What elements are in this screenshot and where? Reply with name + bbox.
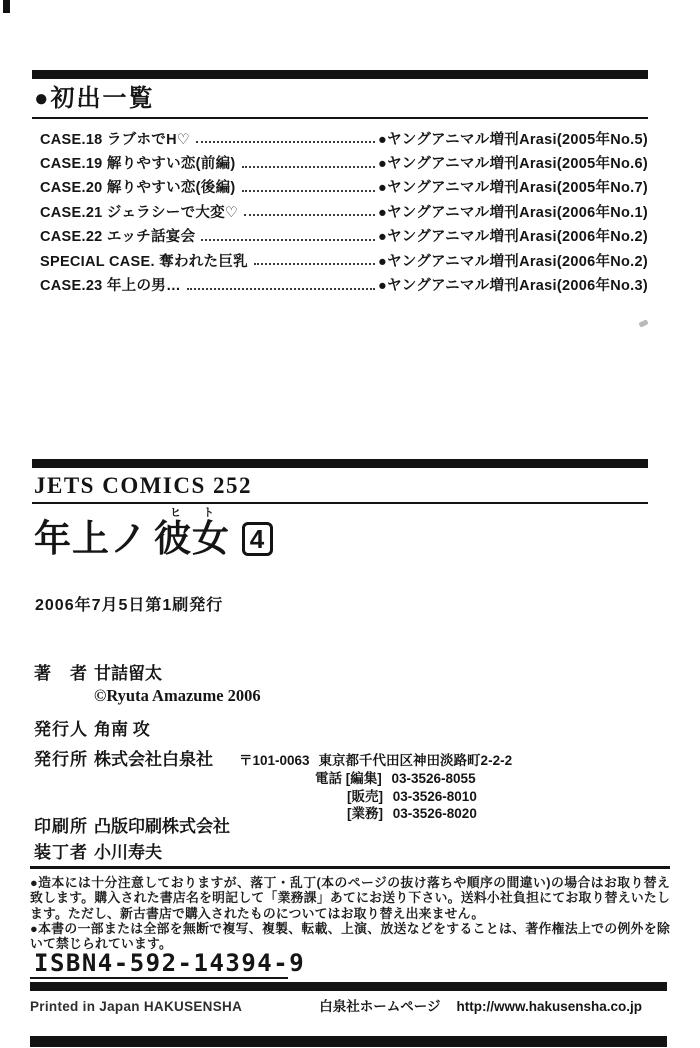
- colophon-section: [32, 459, 648, 615]
- printer-row: [34, 812, 230, 837]
- publisher-label: 発行人: [34, 720, 88, 739]
- dot-leader: [244, 206, 375, 216]
- tel-sales-label: [販売]: [347, 789, 387, 804]
- tel-editorial-label: 電話 [編集]: [315, 771, 386, 786]
- author-row: [34, 659, 162, 684]
- page-bottom-bar: [30, 1036, 667, 1047]
- isbn-number: ISBN4-592-14394-9: [34, 949, 306, 977]
- case-source: ●ヤングアニマル増刊Arasi(2005年No.6): [377, 156, 648, 173]
- postal-code: 〒101-0063: [239, 753, 310, 768]
- publisher-name: 角南 攻: [94, 720, 150, 739]
- series-label: JETS COMICS 252: [34, 473, 253, 498]
- case-title: CASE.21 ジェラシーで大変♡: [40, 204, 239, 221]
- dot-leader: [242, 158, 375, 168]
- tel-editorial-number: 03-3526-8055: [391, 771, 476, 786]
- case-row: [40, 272, 648, 296]
- designer-label: 装丁者: [34, 843, 88, 862]
- case-row: [40, 126, 648, 150]
- case-source: ●ヤングアニマル増刊Arasi(2005年No.5): [377, 131, 648, 148]
- printer-label: 印刷所: [34, 817, 88, 836]
- title-ruby-base: 彼女: [154, 518, 230, 559]
- legal-section: [30, 866, 670, 951]
- copyright-line: ©Ryuta Amazume 2006: [94, 686, 261, 705]
- dot-leader: [242, 182, 375, 192]
- author-label: 著 者: [34, 664, 88, 683]
- heading-rule: [32, 117, 648, 119]
- divider-bar-middle: [32, 459, 648, 468]
- case-title: CASE.18 ラブホでH♡: [40, 131, 191, 148]
- publisher-row: [34, 715, 150, 740]
- case-title: SPECIAL CASE. 奪われた巨乳: [40, 253, 248, 270]
- case-row: [40, 224, 648, 248]
- case-title: CASE.23 年上の男…: [40, 278, 181, 295]
- case-title: CASE.22 エッチ話宴会: [40, 229, 196, 246]
- case-list: [32, 126, 648, 297]
- legal-rule: [30, 866, 670, 869]
- divider-bar-bottom: [30, 982, 667, 991]
- tel-business-number: 03-3526-8020: [392, 806, 477, 821]
- isbn-underline: [30, 977, 288, 979]
- case-row: [40, 248, 648, 272]
- homepage-url: http://www.hakusensha.co.jp: [456, 999, 642, 1014]
- publishing-house-label: 発行所: [34, 750, 88, 769]
- homepage-group: [319, 995, 642, 1015]
- credits-block: [34, 659, 668, 869]
- book-title: [34, 507, 648, 557]
- case-source: ●ヤングアニマル増刊Arasi(2006年No.1): [377, 204, 648, 221]
- printer-name: 凸版印刷株式会社: [94, 817, 230, 836]
- designer-name: 小川寿夫: [94, 843, 162, 862]
- scan-corner-mark: [3, 0, 10, 13]
- title-furigana: ヒト: [170, 507, 236, 519]
- case-source: ●ヤングアニマル増刊Arasi(2006年No.2): [377, 253, 648, 270]
- publishing-house-name: 株式会社白泉社: [94, 750, 213, 769]
- case-title: CASE.20 解りやすい恋(後編): [40, 180, 236, 197]
- homepage-label: 白泉社ホームページ: [319, 999, 441, 1014]
- designer-row: [34, 838, 162, 863]
- address: 東京都千代田区神田淡路町2-2-2: [318, 753, 513, 768]
- title-ruby-group: [148, 507, 236, 557]
- dot-leader: [201, 231, 375, 241]
- case-title: CASE.19 解りやすい恋(前編): [40, 156, 236, 173]
- case-source: ●ヤングアニマル増刊Arasi(2006年No.2): [377, 229, 648, 246]
- printed-in-label: Printed in Japan HAKUSENSHA: [30, 999, 243, 1014]
- first-publication-heading: ●初出一覧: [34, 85, 155, 112]
- title-prefix: 年上ノ: [34, 518, 148, 559]
- scan-artifact: [638, 319, 648, 327]
- legal-paragraph-replacement: ●造本には十分注意しておりますが、落丁・乱丁(本のページの抜け落ちや順序の間違い)の場合はお取り替え致します。購入された書店名を明記して「業務課」あてにお送り下さい。送料小社負担にてお取り替えいたします。ただし、新古書店で購入されたものについてはお取り替え出来ません。: [30, 875, 670, 921]
- dot-leader: [196, 133, 375, 143]
- print-date: 2006年7月5日第1刷発行: [35, 597, 224, 614]
- first-publication-section: [32, 70, 648, 297]
- tel-editorial-row: [315, 767, 476, 787]
- case-row: [40, 150, 648, 174]
- dot-leader: [254, 255, 375, 265]
- author-name: 甘詰留太: [94, 664, 162, 683]
- footer-row: [30, 995, 670, 1015]
- case-row: [40, 199, 648, 223]
- legal-paragraph-copyright: ●本書の一部または全部を無断で複写、複製、転載、上演、放送などをすることは、著作権法上での例外を除いて禁じられています。: [30, 920, 670, 952]
- tel-business-row: [347, 802, 477, 822]
- case-row: [40, 175, 648, 199]
- divider-bar-top: [32, 70, 648, 79]
- series-rule: [32, 502, 648, 504]
- case-source: ●ヤングアニマル増刊Arasi(2005年No.7): [377, 180, 648, 197]
- isbn-footer-section: [30, 951, 670, 1015]
- case-source: ●ヤングアニマル増刊Arasi(2006年No.3): [377, 278, 648, 295]
- dot-leader: [187, 280, 375, 290]
- volume-number-box: 4: [242, 522, 273, 556]
- tel-business-label: [業務]: [347, 806, 387, 821]
- tel-sales-number: 03-3526-8010: [392, 789, 477, 804]
